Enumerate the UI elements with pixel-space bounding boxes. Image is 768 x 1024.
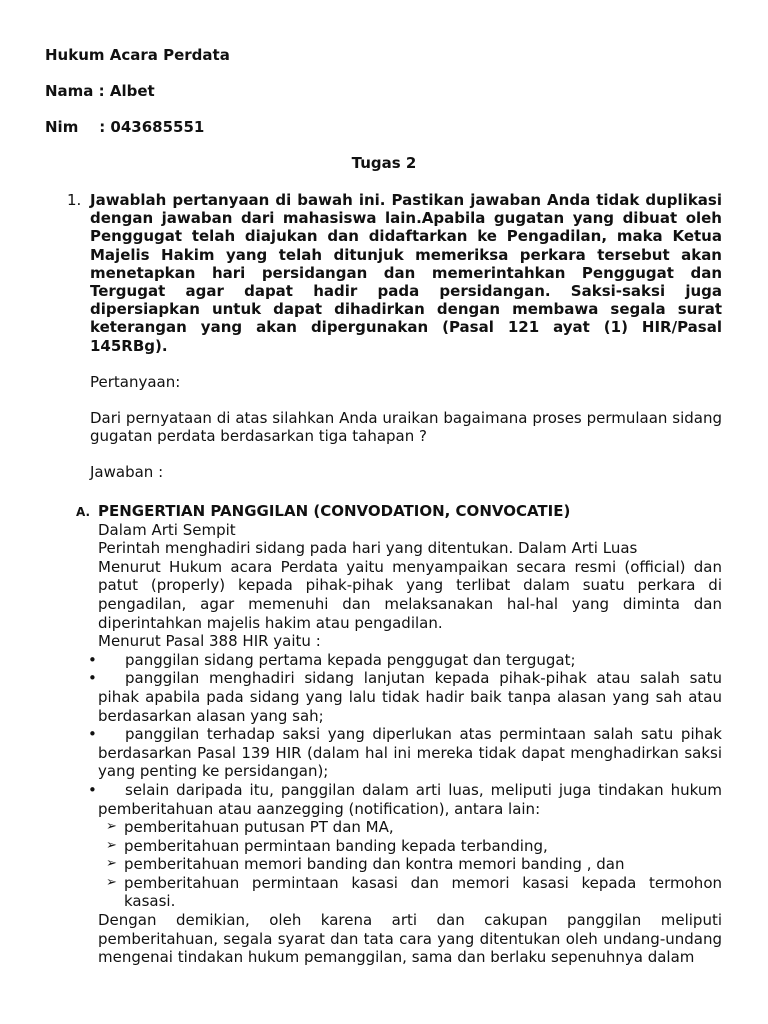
bullet-icon: •	[88, 669, 97, 688]
arti-sempit-text: Perintah menghadiri sidang pada hari yang ditentukan. Dalam Arti Luas	[98, 539, 638, 558]
section-marker: A.	[76, 505, 91, 519]
arrow-icon: ➢	[106, 874, 117, 890]
list-item: • panggilan sidang pertama kepada penggugat dan tergugat;	[88, 650, 576, 669]
jawaban-label: Jawaban :	[90, 462, 164, 481]
arrow-icon: ➢	[106, 856, 117, 872]
pasal-bullet-list	[88, 651, 722, 818]
arrow-icon: ➢	[106, 837, 117, 853]
bullet-icon: •	[88, 650, 97, 669]
list-item: ➢ pemberitahuan memori banding dan kontra memori banding , dan	[106, 855, 625, 874]
course-title: Hukum Acara Perdata	[45, 46, 230, 64]
list-item: • panggilan terhadap saksi yang diperlukan atas permintaan salah satu pihak berdasarkan Pasal 139 HIR (dalam hal ini mereka tidak dapat menghadirkan saksi yang penting ke persidangan);	[88, 725, 722, 781]
list-item: • panggilan menghadiri sidang lanjutan kepada pihak-pihak atau salah satu pihak apabila pada sidang yang lalu tidak hadir baik tanpa alasan yang sah atau berdasarkan alasan yang sah;	[88, 669, 722, 725]
closing-text: Dengan demikian, oleh karena arti dan cakupan panggilan meliputi pemberitahuan, segala syarat dan tata cara yang ditentukan oleh undang-undang mengenai tindakan hukum pemanggilan, sama dan berlaku sepenuhnya dalam	[98, 911, 722, 967]
list-item: ➢ pemberitahuan putusan PT dan MA,	[106, 818, 394, 837]
assignment-title: Tugas 2	[351, 154, 417, 172]
pertanyaan-text: Dari pernyataan di atas silahkan Anda uraikan bagaimana proses permulaan sidang gugatan perdata berdasarkan tiga tahapan ?	[90, 408, 722, 445]
bullet-icon: •	[88, 780, 97, 799]
question-text: Jawablah pertanyaan di bawah ini. Pastikan jawaban Anda tidak duplikasi dengan jawaban dari mahasiswa lain.Apabila gugatan yang dibuat oleh Penggugat telah diajukan dan didaftarkan ke Pengadilan, maka Ketua Majelis Hakim yang telah ditunjuk memeriksa perkara tersebut akan menetapkan hari persidangan dan memerintahkan Penggugat dan Tergugat agar dapat hadir pada persidangan. Saksi-saksi juga dipersiapkan untuk dapat dihadirkan dengan membawa segala surat keterangan yang akan dipergunakan (Pasal 121 ayat (1) HIR/Pasal 145RBg).	[90, 191, 722, 355]
question-block	[90, 191, 722, 481]
list-item: • selain daripada itu, panggilan dalam arti luas, meliputi juga tindakan hukum pemberitahuan atau aanzegging (notification), antara lain:	[88, 780, 722, 818]
list-item: ➢ pemberitahuan permintaan kasasi dan memori kasasi kepada termohon kasasi.	[106, 873, 722, 911]
arti-sempit-label: Dalam Arti Sempit	[98, 520, 236, 539]
student-nim: Nim : 043685551	[45, 118, 205, 136]
arti-luas-text: Menurut Hukum acara Perdata yaitu menyampaikan secara resmi (official) dan patut (properly) kepada pihak-pihak yang terlibat dalam suatu perkara di pengadilan, agar memenuhi dan melaksanakan hal-hal yang diminta dan diperintahkan majelis hakim atau pengadilan.	[98, 557, 722, 632]
question-number: 1.	[67, 191, 82, 209]
pertanyaan-label: Pertanyaan:	[90, 372, 181, 391]
bullet-icon: •	[88, 725, 97, 744]
section-title: PENGERTIAN PANGGILAN (CONVODATION, CONVOCATIE)	[98, 502, 571, 520]
list-item: ➢ pemberitahuan permintaan banding kepada terbanding,	[106, 836, 548, 855]
pasal-line: Menurut Pasal 388 HIR yaitu :	[98, 632, 321, 651]
student-name: Nama : Albet	[45, 82, 155, 100]
section-a	[88, 502, 722, 967]
arrow-icon: ➢	[106, 819, 117, 835]
notification-sub-list	[106, 818, 722, 911]
